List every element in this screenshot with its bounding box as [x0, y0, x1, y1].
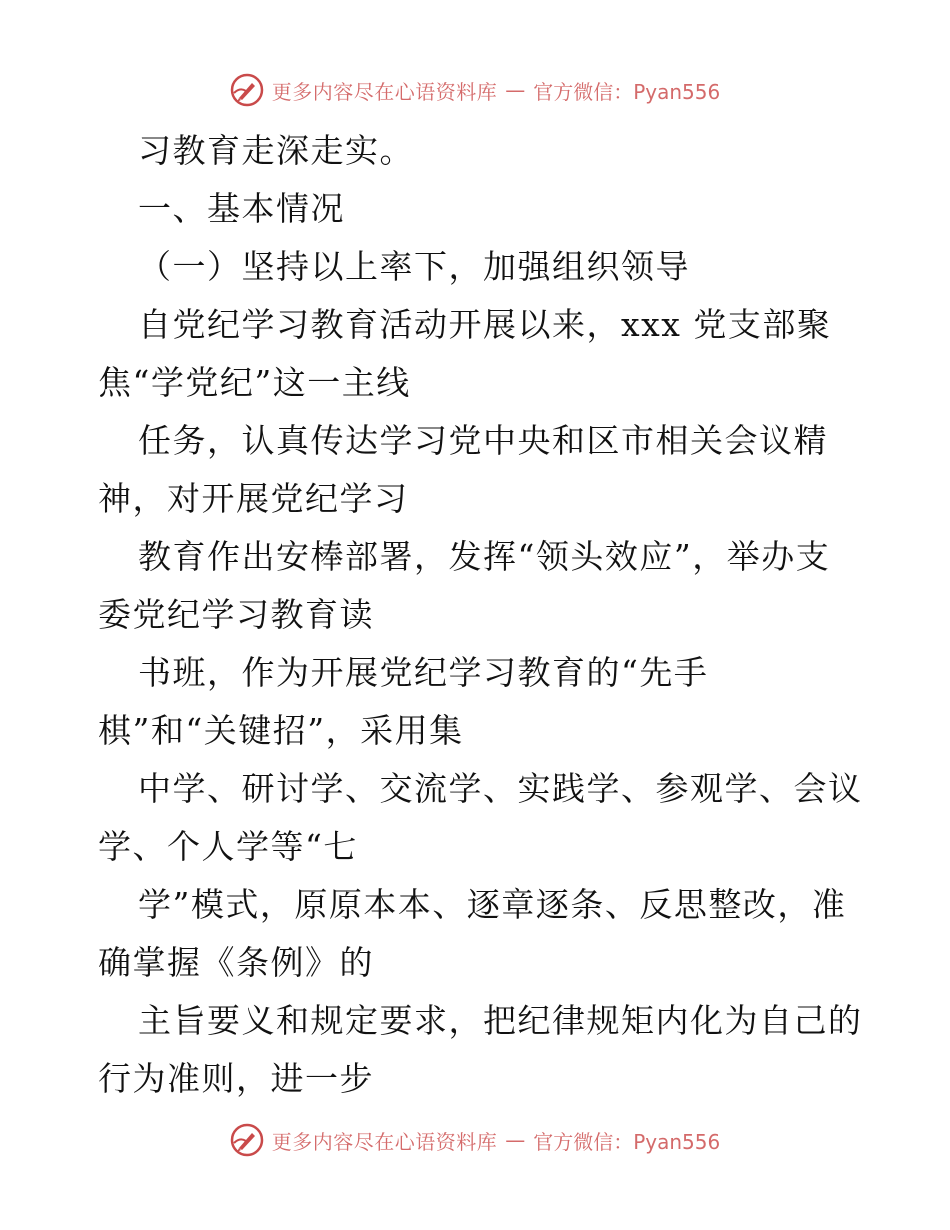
watermark-main-text: 更多内容尽在心语资料库	[271, 79, 498, 104]
watermark-separator: —	[505, 78, 526, 102]
text-line: 书班，作为开展党纪学习教育的“先手	[138, 653, 709, 692]
pen-logo-icon	[230, 1123, 264, 1157]
text-line: 确掌握《条例》的	[98, 943, 374, 982]
subsection-heading: （一）坚持以上率下，加强组织领导	[138, 247, 690, 286]
text-line: 自党纪学习教育活动开展以来，xxx 党支部聚	[138, 305, 832, 344]
text-line: 学”模式，原原本本、逐章逐条、反思整改，准	[138, 885, 847, 924]
text-line: 教育作出安棒部署，发挥“领头效应”，举办支	[138, 537, 831, 576]
text-line: 神，对开展党纪学习	[98, 479, 409, 518]
text-line: 委党纪学习教育读	[98, 595, 374, 634]
header-watermark	[0, 70, 950, 110]
watermark-main-text: 更多内容尽在心语资料库	[271, 1129, 498, 1154]
text-line: 学、个人学等“七	[98, 827, 358, 866]
text-line: 中学、研讨学、交流学、实践学、参观学、会议	[138, 769, 863, 808]
pen-logo-icon	[230, 73, 264, 107]
body-text	[98, 122, 868, 1108]
text-line: 习教育走深走实。	[138, 131, 414, 170]
watermark-wechat-text: 官方微信：Pyan556	[533, 79, 721, 104]
text-line: 焦“学党纪”这一主线	[98, 363, 411, 402]
watermark-separator: —	[505, 1128, 526, 1152]
text-line: 任务，认真传达学习党中央和区市相关会议精	[138, 421, 828, 460]
section-heading: 一、基本情况	[138, 189, 345, 228]
footer-watermark	[0, 1120, 950, 1160]
watermark-wechat-text: 官方微信：Pyan556	[533, 1129, 721, 1154]
text-line: 主旨要义和规定要求，把纪律规矩内化为自己的	[138, 1001, 863, 1040]
text-line: 棋”和“关键招”，采用集	[98, 711, 464, 750]
text-line: 行为准则，进一步	[98, 1059, 374, 1098]
